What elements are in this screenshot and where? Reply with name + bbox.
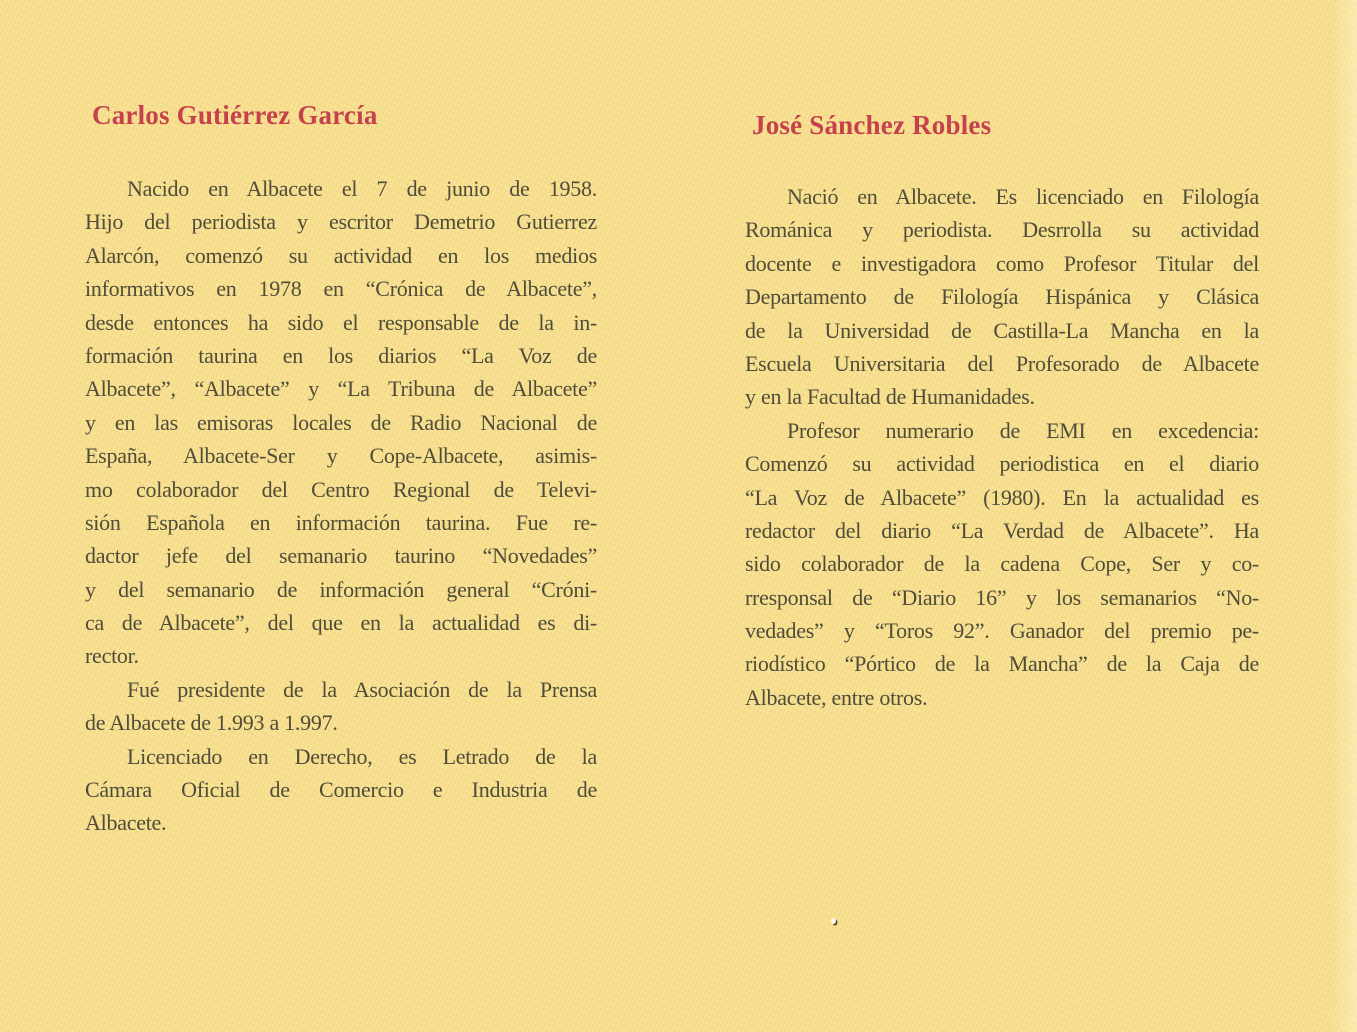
text-line: sión Española en información taurina. Fue re- <box>85 509 597 535</box>
bio-text-jose <box>745 180 1259 714</box>
bio-text-carlos <box>85 172 597 840</box>
text-line: de Albacete de 1.993 a 1.997. <box>85 710 338 736</box>
text-line: Cámara Oficial de Comercio e Industria de <box>85 777 597 803</box>
text-line: informativos en 1978 en “Crónica de Albacete”, <box>85 276 597 302</box>
text-line: y en la Facultad de Humanidades. <box>745 384 1035 410</box>
text-line: Fué presidente de la Asociación de la Prensa <box>127 676 597 702</box>
text-line: de la Universidad de Castilla-La Mancha en la <box>745 317 1259 343</box>
text-line: Escuela Universitaria del Profesorado de Albacete <box>745 350 1259 376</box>
text-line: Profesor numerario de EMI en excedencia: <box>787 417 1259 443</box>
text-line: vedades” y “Toros 92”. Ganador del premio pe- <box>745 618 1259 644</box>
text-line: formación taurina en los diarios “La Voz de <box>85 342 597 368</box>
text-line: rresponsal de “Diario 16” y los semanarios “No- <box>745 584 1259 610</box>
author-heading-carlos: Carlos Gutiérrez García <box>92 100 378 130</box>
text-line: y en las emisoras locales de Radio Nacional de <box>85 409 597 435</box>
text-line: redactor del diario “La Verdad de Albacete”. Ha <box>745 517 1259 543</box>
text-line: Nacido en Albacete el 7 de junio de 1958. <box>127 176 597 201</box>
scan-artifact-speck <box>831 918 836 924</box>
text-line: Hijo del periodista y escritor Demetrio Gutierrez <box>85 209 597 235</box>
text-line: Licenciado en Derecho, es Letrado de la <box>127 743 597 769</box>
text-line: Albacete. <box>85 810 167 836</box>
text-line: Albacete, entre otros. <box>745 684 928 710</box>
text-line: rector. <box>85 643 139 669</box>
text-line: Alarcón, comenzó su actividad en los medios <box>85 242 597 268</box>
text-line: Nació en Albacete. Es licenciado en Filología <box>787 184 1259 209</box>
text-line: Comenzó su actividad periodistica en el diario <box>745 451 1259 477</box>
text-line: ca de Albacete”, del que en la actualidad es di- <box>85 610 597 636</box>
text-line: Departamento de Filología Hispánica y Clásica <box>745 284 1259 310</box>
text-line: Albacete”, “Albacete” y “La Tribuna de Albacete” <box>85 376 597 402</box>
bio-column-jose <box>745 108 1259 714</box>
text-line: y del semanario de información general “Cróni- <box>85 576 597 602</box>
text-line: mo colaborador del Centro Regional de Televi- <box>85 476 597 502</box>
bio-column-carlos <box>85 98 597 840</box>
text-line: riodístico “Pórtico de la Mancha” de la Caja de <box>745 651 1259 677</box>
text-line: dactor jefe del semanario taurino “Novedades” <box>85 543 597 569</box>
text-line: sido colaborador de la cadena Cope, Ser y co- <box>745 551 1259 577</box>
text-line: España, Albacete-Ser y Cope-Albacete, asimis- <box>85 443 597 469</box>
text-line: docente e investigadora como Profesor Titular del <box>745 250 1259 276</box>
text-line: desde entonces ha sido el responsable de la in- <box>85 309 597 335</box>
text-line: Románica y periodista. Desrrolla su actividad <box>745 217 1259 243</box>
text-line: “La Voz de Albacete” (1980). En la actualidad es <box>745 484 1259 510</box>
author-heading-jose: José Sánchez Robles <box>752 110 992 140</box>
